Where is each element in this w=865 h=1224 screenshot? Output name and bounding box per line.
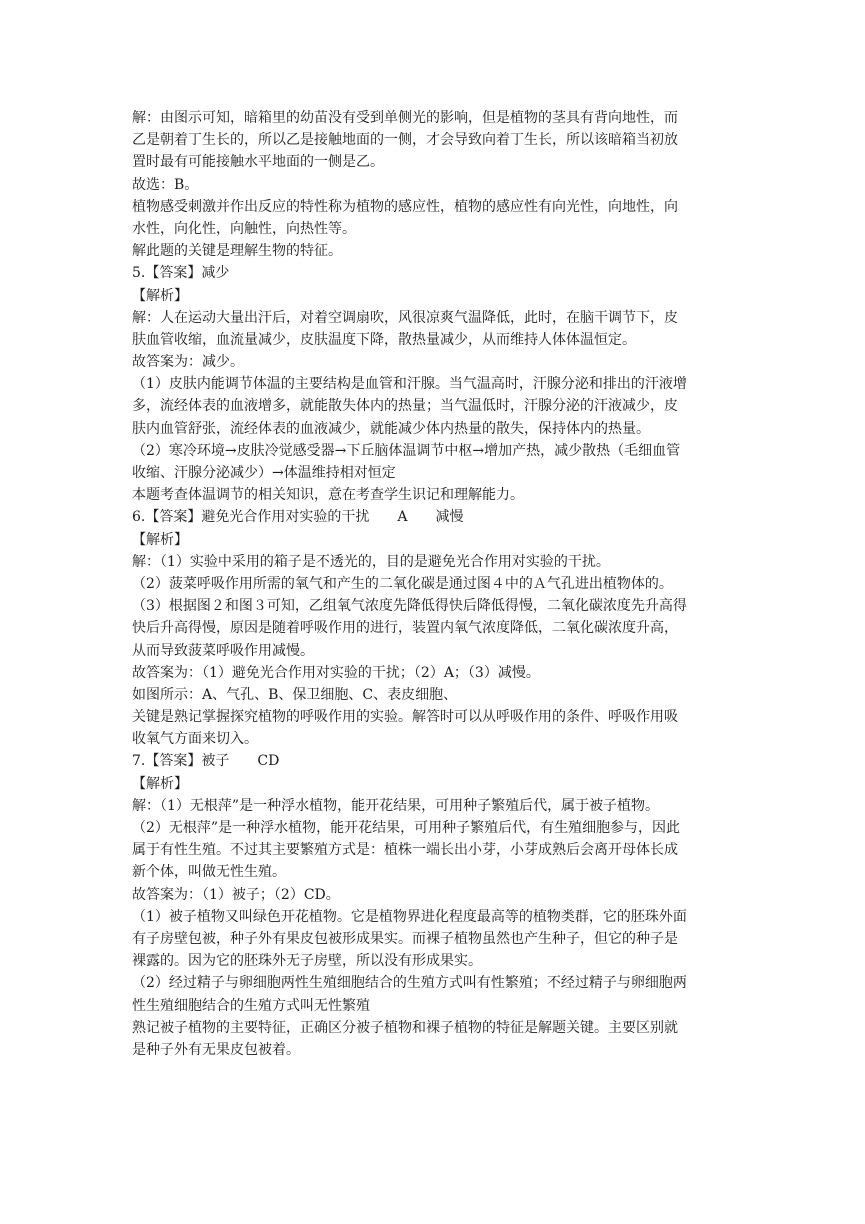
text-line: 收氧气方面来切入。 (132, 731, 258, 748)
text-line: （2）寒冷环境→皮肤冷觉感受器→下丘脑体温调节中枢→增加产热，减少散热（毛细血管 (132, 442, 681, 459)
answer-heading: 5.【答案】减少 (132, 265, 230, 282)
answer-text: 6.【答案】避免光合作用对实验的干扰 (132, 509, 370, 526)
text-line: 有子房壁包被，种子外有果皮包被形成果实。而裸子植物虽然也产生种子，但它的种子是 (132, 930, 678, 947)
text-line: 解：由图示可知，暗箱里的幼苗没有受到单侧光的影响，但是植物的茎具有背向地性，而 (132, 110, 678, 126)
analysis-heading: 【解析】 (132, 287, 188, 304)
text-line: 水性，向化性，向触性，向热性等。 (132, 220, 356, 237)
answer-text: 7.【答案】被子 (132, 753, 230, 770)
text-line: 故答案为：（1）避免光合作用对实验的干扰；（2）A；（3）减慢。 (132, 664, 540, 681)
text-line: 解：（1）实验中采用的箱子是不透光的，目的是避免光合作用对实验的干扰。 (132, 553, 610, 570)
answer-heading (132, 506, 737, 528)
text-line: 熟记被子植物的主要特征，正确区分被子植物和裸子植物的特征是解题关键。主要区别就 (132, 1019, 678, 1036)
text-line: 肤内血管舒张，流经体表的血液减少，就能减少体内热量的散失，保持体内的热量。 (132, 420, 650, 437)
text-line: （2）无根萍”是一种浮水植物，能开花结果，可用种子繁殖后代，有生殖细胞参与，因此 (132, 820, 681, 836)
text-line: 本题考查体温调节的相关知识，意在考查学生识记和理解能力。 (132, 487, 524, 504)
text-line: （3）根据图２和图３可知，乙组氧气浓度先降低得快后降低得慢，二氧化碳浓度先升高得 (132, 598, 687, 615)
text-line: 解此题的关键是理解生物的特征。 (132, 243, 342, 260)
text-line: 置时最有可能接触水平地面的一侧是乙。 (132, 154, 384, 171)
document-page (132, 107, 737, 1061)
text-line: （1）皮肤内能调节体温的主要结构是血管和汗腺。当气温高时，汗腺分泌和排出的汗液增 (132, 376, 687, 393)
text-line: 新个体，叫做无性生殖。 (132, 864, 286, 881)
text-line: 收缩、汗腺分泌减少）→体温维持相对恒定 (132, 465, 396, 481)
text-line: 多，流经体表的血液增多，就能散失体内的热量；当气温低时，汗腺分泌的汗液减少，皮 (132, 398, 678, 415)
text-line: 解：（1）无根萍”是一种浮水植物，能开花结果，可用种子繁殖后代，属于被子植物。 (132, 797, 660, 814)
text-line: （2）菠菜呼吸作用所需的氧气和产生的二氧化碳是通过图４中的Ａ气孔进出植物体的。 (132, 575, 673, 592)
answer-heading (132, 750, 737, 772)
answer-option: 减慢 (435, 509, 464, 526)
text-line: 乙是朝着丁生长的，所以乙是接触地面的一侧，才会导致向着丁生长，所以该暗箱当初放 (132, 132, 678, 149)
text-line: 故选：B。 (132, 176, 199, 193)
text-line: 从而导致菠菜呼吸作用减慢。 (132, 642, 314, 659)
text-line: 解：人在运动大量出汗后，对着空调扇吹，风很凉爽气温降低，此时，在脑干调节下，皮 (132, 309, 678, 326)
text-line: 性生殖细胞结合的生殖方式叫无性繁殖 (132, 997, 370, 1014)
text-line: 如图所示：A、气孔、B、保卫细胞、C、表皮细胞、 (132, 686, 458, 703)
text-line: 是种子外有无果皮包被着。 (132, 1041, 300, 1058)
answer-option: CD (257, 753, 280, 770)
text-line: 故答案为：（1）被子；（2）CD。 (132, 886, 340, 903)
text-line: （2）经过精子与卵细胞两性生殖细胞结合的生殖方式叫有性繁殖；不经过精子与卵细胞两 (132, 975, 687, 992)
text-line: 裸露的。因为它的胚珠外无子房壁，所以没有形成果实。 (132, 953, 482, 970)
text-line: 属于有性生殖。不过其主要繁殖方式是：植株一端长出小芽，小芽成熟后会离开母体长成 (132, 842, 678, 859)
text-line: 植物感受刺激并作出反应的特性称为植物的感应性，植物的感应性有向光性，向地性，向 (132, 198, 678, 215)
text-line: 故答案为：减少。 (132, 354, 244, 371)
analysis-heading: 【解析】 (132, 775, 188, 792)
text-line: 关键是熟记掌握探究植物的呼吸作用的实验。解答时可以从呼吸作用的条件、呼吸作用吸 (132, 709, 678, 726)
text-line: 快后升高得慢，原因是随着呼吸作用的进行，装置内氧气浓度降低，二氧化碳浓度升高， (132, 620, 678, 637)
analysis-heading: 【解析】 (132, 531, 188, 548)
text-line: 肤血管收缩，血流量减少，皮肤温度下降，散热量减少，从而维持人体体温恒定。 (132, 331, 636, 348)
answer-option: A (397, 509, 408, 526)
text-line: （1）被子植物又叫绿色开花植物。它是植物界进化程度最高等的植物类群，它的胚珠外面 (132, 908, 687, 925)
